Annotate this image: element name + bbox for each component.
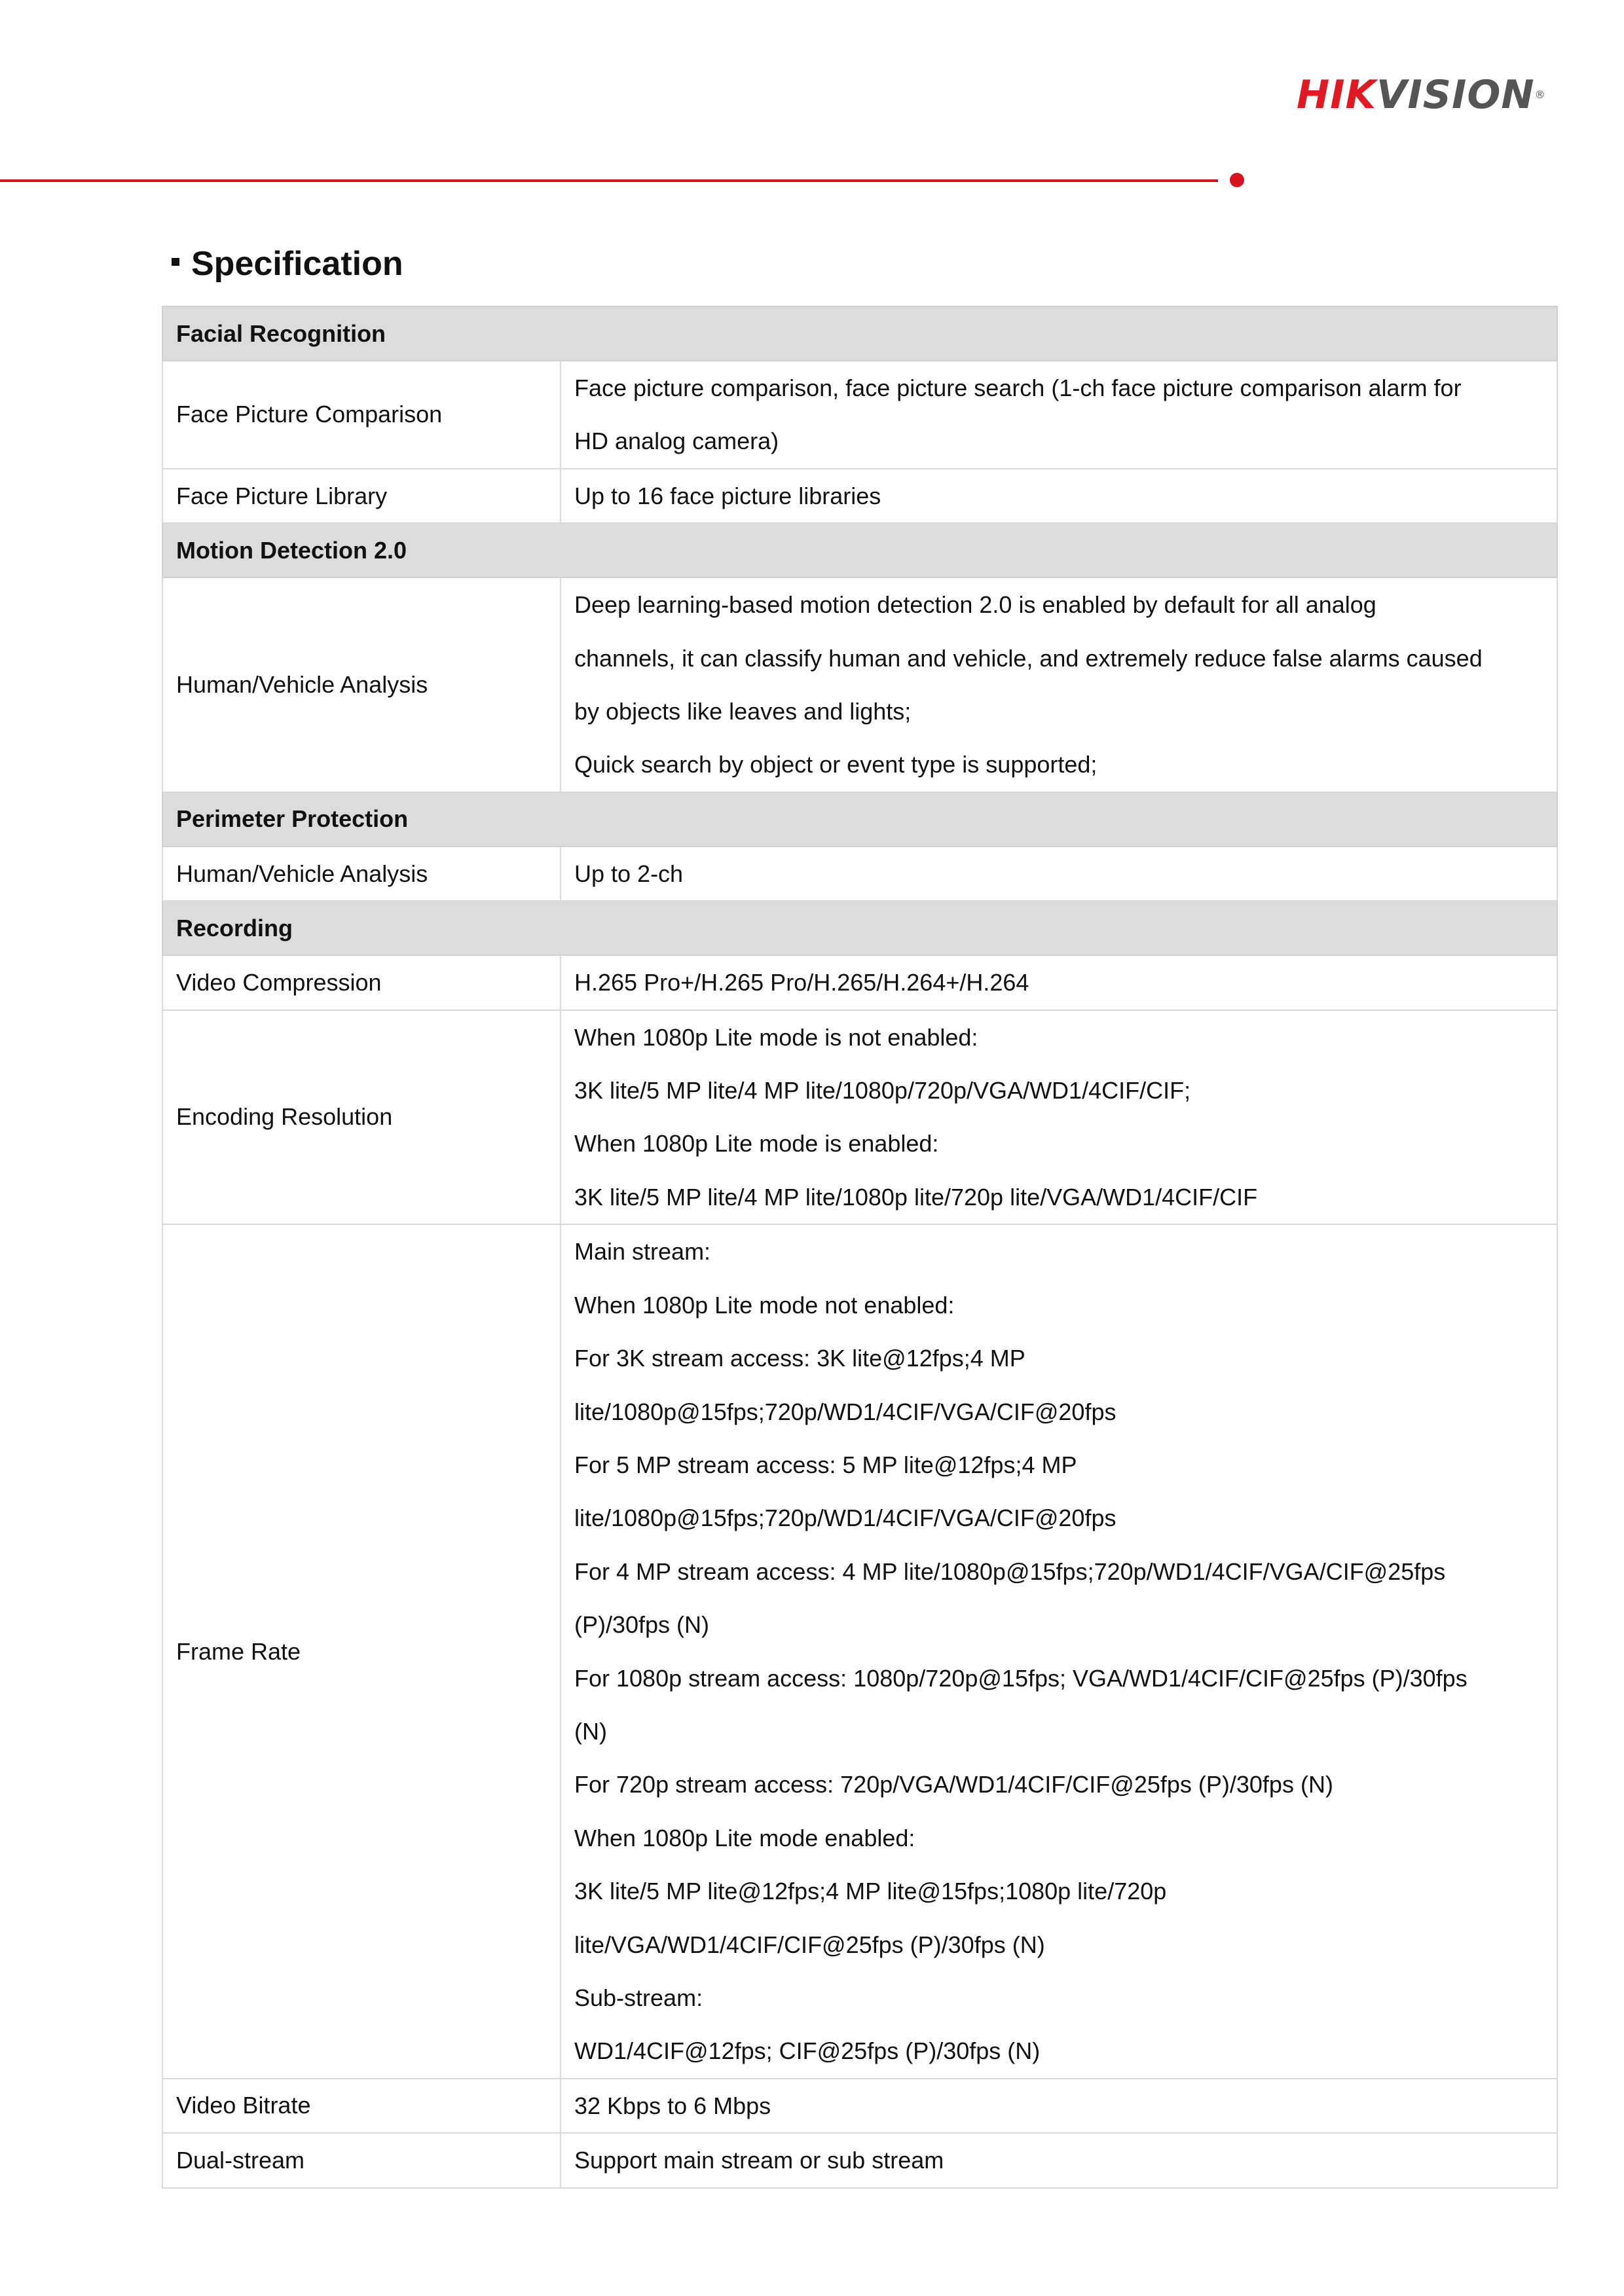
spec-value-line: lite/1080p@15fps;720p/WD1/4CIF/VGA/CIF@20fps (574, 1398, 1116, 1425)
section-title: Perimeter Protection (162, 792, 1557, 847)
spec-value-line: HD analog camera) (574, 428, 779, 455)
spec-value-line: 3K lite/5 MP lite/4 MP lite/1080p/720p/VGA/WD1/4CIF/CIF; (574, 1077, 1191, 1104)
spec-value-line: (N) (574, 1717, 607, 1745)
spec-label: Video Bitrate (162, 2079, 561, 2133)
spec-label: Face Picture Comparison (162, 361, 561, 469)
spec-label: Face Picture Library (162, 469, 561, 523)
spec-value (561, 955, 1557, 1010)
spec-value-line: Face picture comparison, face picture search (1-ch face picture comparison alarm for (574, 374, 1462, 401)
spec-value (561, 2133, 1557, 2187)
spec-value-line: by objects like leaves and lights; (574, 698, 912, 725)
spec-row (162, 361, 1557, 469)
section-title: Motion Detection 2.0 (162, 523, 1557, 577)
section-header-row (162, 792, 1557, 847)
spec-row (162, 1010, 1557, 1225)
spec-value-line: For 3K stream access: 3K lite@12fps;4 MP (574, 1345, 1025, 1372)
spec-value (561, 847, 1557, 901)
spec-value-line: WD1/4CIF@12fps; CIF@25fps (P)/30fps (N) (574, 2037, 1041, 2065)
spec-value-line: channels, it can classify human and vehicle, and extremely reduce false alarms caused (574, 644, 1483, 672)
spec-value-line: Quick search by object or event type is supported; (574, 751, 1098, 778)
spec-value-line: Sub-stream: (574, 1984, 703, 2011)
spec-label: Dual-stream (162, 2133, 561, 2187)
spec-value-line: Deep learning-based motion detection 2.0 is enabled by default for all analog (574, 591, 1376, 619)
spec-row (162, 469, 1557, 523)
spec-row (162, 577, 1557, 792)
heading-text: Specification (191, 245, 403, 283)
spec-value-line: 3K lite/5 MP lite@12fps;4 MP lite@15fps;1080p lite/720p (574, 1878, 1167, 1905)
spec-value-line: Main stream: (574, 1238, 711, 1266)
spec-label: Encoding Resolution (162, 1010, 561, 1225)
spec-value-line: When 1080p Lite mode is enabled: (574, 1130, 939, 1157)
spec-label: Human/Vehicle Analysis (162, 577, 561, 792)
spec-row (162, 2133, 1557, 2187)
spec-label: Video Compression (162, 955, 561, 1010)
section-header-row (162, 306, 1557, 361)
spec-value-line: For 4 MP stream access: 4 MP lite/1080p@15fps;720p/WD1/4CIF/VGA/CIF@25fps (574, 1558, 1446, 1585)
spec-value (561, 469, 1557, 523)
spec-value (561, 577, 1557, 792)
spec-value (561, 1010, 1557, 1225)
spec-value (561, 2079, 1557, 2133)
spec-value-line: lite/VGA/WD1/4CIF/CIF@25fps (P)/30fps (N) (574, 1931, 1045, 1958)
spec-value-line: Up to 16 face picture libraries (574, 482, 881, 509)
spec-value (561, 361, 1557, 469)
spec-row (162, 2079, 1557, 2133)
specification-table (162, 306, 1558, 2189)
section-heading (172, 241, 403, 287)
spec-value-line: For 720p stream access: 720p/VGA/WD1/4CIF/CIF@25fps (P)/30fps (N) (574, 1771, 1333, 1798)
spec-value-line: 32 Kbps to 6 Mbps (574, 2092, 771, 2119)
registered-mark: ® (1534, 88, 1546, 101)
spec-label: Frame Rate (162, 1224, 561, 2079)
spec-value-line: Support main stream or sub stream (574, 2147, 944, 2174)
spec-label: Human/Vehicle Analysis (162, 847, 561, 901)
spec-row (162, 847, 1557, 901)
spec-value-line: (P)/30fps (N) (574, 1611, 710, 1639)
spec-value-line: lite/1080p@15fps;720p/WD1/4CIF/VGA/CIF@20fps (574, 1504, 1116, 1532)
spec-value-line: When 1080p Lite mode enabled: (574, 1824, 915, 1851)
spec-value (561, 1224, 1557, 2079)
logo-text-gray: VISION (1376, 72, 1535, 118)
spec-value-line: For 5 MP stream access: 5 MP lite@12fps;4 MP (574, 1451, 1077, 1478)
spec-value-line: When 1080p Lite mode is not enabled: (574, 1023, 978, 1051)
logo-text-red: HIK (1297, 72, 1377, 118)
hikvision-logo (1297, 69, 1546, 121)
spec-value-line: For 1080p stream access: 1080p/720p@15fps; VGA/WD1/4CIF/CIF@25fps (P)/30fps (574, 1664, 1467, 1692)
spec-value-line: 3K lite/5 MP lite/4 MP lite/1080p lite/720p lite/VGA/WD1/4CIF/CIF (574, 1183, 1258, 1211)
spec-row (162, 955, 1557, 1010)
spec-row (162, 1224, 1557, 2079)
spec-value-line: When 1080p Lite mode not enabled: (574, 1291, 955, 1319)
header-divider-line (0, 179, 1218, 182)
section-title: Facial Recognition (162, 306, 1557, 361)
spec-value-line: Up to 2-ch (574, 860, 684, 887)
square-bullet-icon (172, 258, 179, 266)
section-header-row (162, 523, 1557, 577)
section-header-row (162, 901, 1557, 955)
section-title: Recording (162, 901, 1557, 955)
spec-value-line: H.265 Pro+/H.265 Pro/H.265/H.264+/H.264 (574, 969, 1029, 996)
header-divider-dot (1230, 173, 1244, 187)
